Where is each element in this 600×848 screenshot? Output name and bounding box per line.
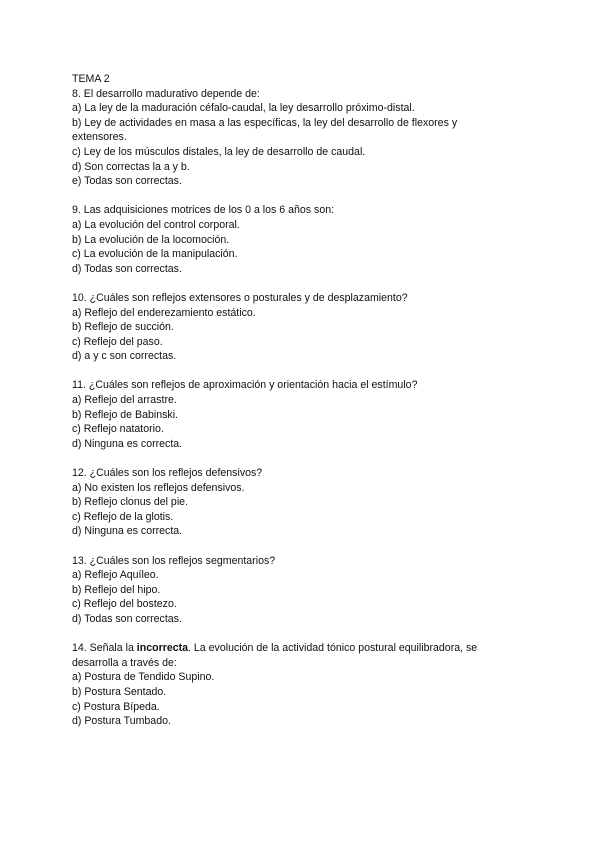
option: b) Postura Sentado. xyxy=(72,685,167,698)
option: d) Son correctas la a y b. xyxy=(72,160,190,173)
option: a) Reflejo del arrastre. xyxy=(72,394,177,407)
option: e) Todas son correctas. xyxy=(72,175,182,188)
option: c) Reflejo natatorio. xyxy=(72,423,164,436)
option: b) Reflejo de Babinski. xyxy=(72,408,178,421)
stem-suffix: . La evolución de la actividad tónico postural equilibradora, se desarrolla a través de: xyxy=(72,642,478,669)
option: c) Ley de los músculos distales, la ley de desarrollo de caudal. xyxy=(72,145,366,158)
option: c) La evolución de la manipulación. xyxy=(72,248,238,261)
question-8 xyxy=(72,87,540,189)
option: d) Todas son correctas. xyxy=(72,612,182,625)
option: d) Todas son correctas. xyxy=(72,262,182,275)
option: c) Reflejo de la glotis. xyxy=(72,510,174,523)
question-11 xyxy=(72,378,540,451)
option: b) La evolución de la locomoción. xyxy=(72,233,230,246)
question-stem xyxy=(72,641,512,670)
question-13 xyxy=(72,554,540,627)
option: c) Postura Bípeda. xyxy=(72,700,160,713)
option: a) Reflejo del enderezamiento estático. xyxy=(72,306,256,319)
stem-emphasis: incorrecta xyxy=(136,642,189,655)
option: d) Ninguna es correcta. xyxy=(72,437,183,450)
option: b) Reflejo del hipo. xyxy=(72,583,161,596)
stem-prefix: 14. Señala la xyxy=(72,642,137,655)
option: d) a y c son correctas. xyxy=(72,350,177,363)
question-stem: 10. ¿Cuáles son reflejos extensores o posturales y de desplazamiento? xyxy=(72,291,408,304)
question-stem: 8. El desarrollo madurativo depende de: xyxy=(72,87,260,100)
document-title: TEMA 2 xyxy=(72,73,110,85)
option: b) Reflejo de succión. xyxy=(72,321,174,334)
question-stem: 13. ¿Cuáles son los reflejos segmentarios? xyxy=(72,554,276,567)
option: b) Reflejo clonus del pie. xyxy=(72,496,189,509)
option: d) Postura Tumbado. xyxy=(72,715,171,728)
question-9 xyxy=(72,203,540,276)
question-12 xyxy=(72,466,540,539)
option: a) Reflejo Aquíleo. xyxy=(72,569,159,582)
question-14 xyxy=(72,641,540,729)
question-stem: 12. ¿Cuáles son los reflejos defensivos? xyxy=(72,467,263,480)
option: c) Reflejo del paso. xyxy=(72,335,163,348)
option: a) Postura de Tendido Supino. xyxy=(72,671,215,684)
option: c) Reflejo del bostezo. xyxy=(72,598,177,611)
option: a) No existen los reflejos defensivos. xyxy=(72,481,245,494)
question-stem: 11. ¿Cuáles son reflejos de aproximación y orientación hacia el estímulo? xyxy=(72,379,418,392)
question-10 xyxy=(72,291,540,364)
option: a) La evolución del control corporal. xyxy=(72,218,240,231)
option: d) Ninguna es correcta. xyxy=(72,525,183,538)
question-stem: 9. Las adquisiciones motrices de los 0 a los 6 años son: xyxy=(72,204,335,217)
option: a) La ley de la maduración céfalo-caudal, la ley desarrollo próximo-distal. xyxy=(72,102,415,115)
option: b) Ley de actividades en masa a las específicas, la ley del desarrollo de flexores y extensores. xyxy=(72,116,458,144)
